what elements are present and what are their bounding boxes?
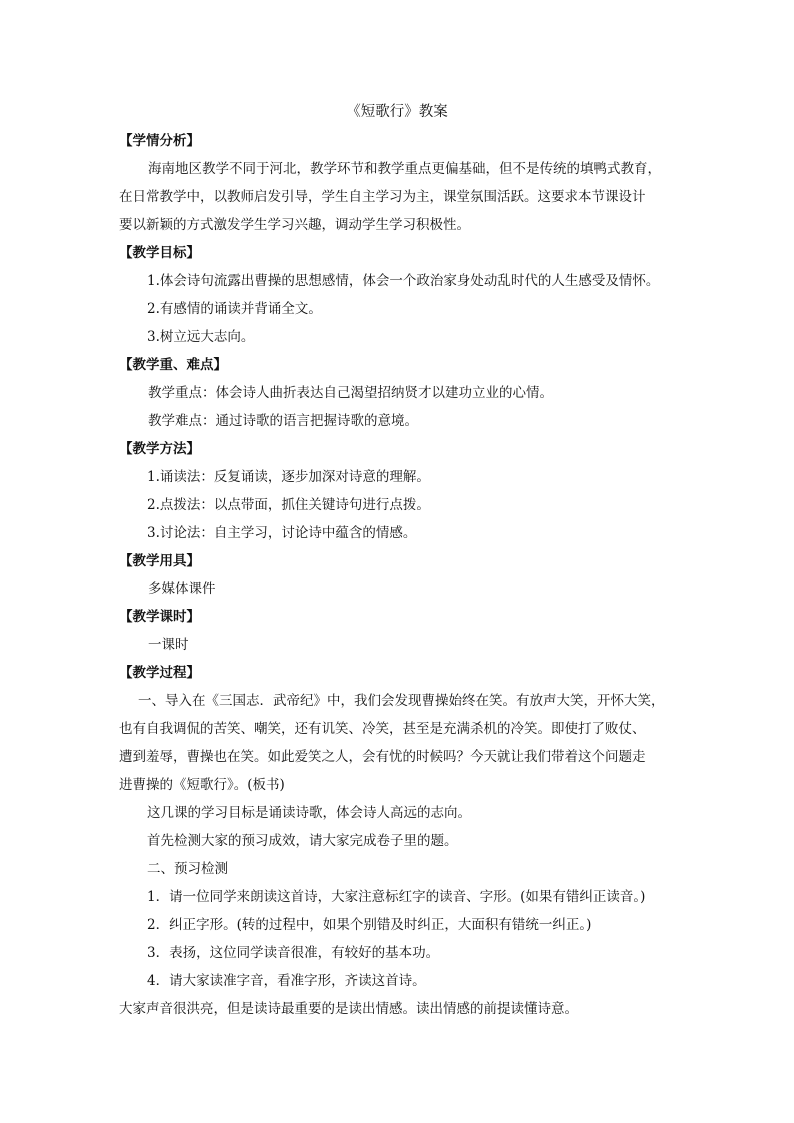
paragraph-line: 也有自我调侃的苦笑、嘲笑，还有讥笑、冷笑，甚至是充满杀机的冷笑。即使打了败仗、 xyxy=(119,721,646,737)
paragraph-line: 在日常教学中，以教师启发引导，学生自主学习为主，课堂氛围活跃。这要求本节课设计 xyxy=(119,189,646,205)
paragraph-line: 这几课的学习目标是诵读诗歌，体会诗人高远的志向。 xyxy=(147,805,471,821)
heading-key-difficult-points: 【教学重、难点】 xyxy=(119,357,227,373)
heading-teaching-methods: 【教学方法】 xyxy=(119,441,200,457)
list-item: 1．请一位同学来朗读这首诗，大家注意标红字的读音、字形。(如果有错纠正读音。) xyxy=(147,889,646,905)
paragraph-line: 大家声音很洪亮，但是读诗最重要的是读出情感。读出情感的前提读懂诗意。 xyxy=(119,1001,578,1017)
list-item: 2.点拨法：以点带面，抓住关键诗句进行点拨。 xyxy=(147,497,430,513)
document-title: 《短歌行》教案 xyxy=(346,104,448,120)
paragraph-line: 进曹操的《短歌行》。(板书) xyxy=(119,777,285,793)
list-item: 2.有感情的诵读并背诵全文。 xyxy=(147,301,322,317)
heading-learning-analysis: 【学情分析】 xyxy=(119,133,200,149)
heading-teaching-goals: 【教学目标】 xyxy=(119,245,200,261)
list-item: 多媒体课件 xyxy=(148,581,216,597)
list-item: 4．请大家读准字音，看准字形，齐读这首诗。 xyxy=(147,973,426,989)
paragraph-line: 遭到羞辱，曹操也在笑。如此爱笑之人，会有忧的时候吗？今天就让我们带着这个问题走 xyxy=(119,749,646,765)
list-item: 3．表扬，这位同学读音很准，有较好的基本功。 xyxy=(147,945,440,961)
paragraph-line: 海南地区教学不同于河北，教学环节和教学重点更偏基础，但不是传统的填鸭式教育， xyxy=(148,161,661,177)
list-item: 教学重点：体会诗人曲折表达自己渴望招纳贤才以建功立业的心情。 xyxy=(148,385,553,401)
paragraph-line: 二、预习检测 xyxy=(147,861,228,877)
list-item: 一课时 xyxy=(148,637,189,653)
list-item: 1.体会诗句流露出曹操的思想感情，体会一个政治家身处动乱时代的人生感受及情怀。 xyxy=(147,273,660,289)
list-item: 教学难点：通过诗歌的语言把握诗歌的意境。 xyxy=(148,413,418,429)
paragraph-line: 要以新颖的方式激发学生学习兴趣，调动学生学习积极性。 xyxy=(119,217,470,233)
heading-class-hours: 【教学课时】 xyxy=(119,609,200,625)
list-item: 1.诵读法：反复诵读，逐步加深对诗意的理解。 xyxy=(147,469,430,485)
list-item: 2．纠正字形。(转的过程中，如果个别错及时纠正，大面积有错统一纠正。) xyxy=(147,917,592,933)
heading-teaching-process: 【教学过程】 xyxy=(119,665,200,681)
paragraph-line: 首先检测大家的预习成效，请大家完成卷子里的题。 xyxy=(147,833,458,849)
paragraph-line: 一、导入在《三国志．武帝纪》中，我们会发现曹操始终在笑。有放声大笑，开怀大笑， xyxy=(138,693,665,709)
list-item: 3.讨论法：自主学习，讨论诗中蕴含的情感。 xyxy=(147,525,417,541)
list-item: 3.树立远大志向。 xyxy=(147,329,255,345)
heading-teaching-tools: 【教学用具】 xyxy=(119,553,200,569)
